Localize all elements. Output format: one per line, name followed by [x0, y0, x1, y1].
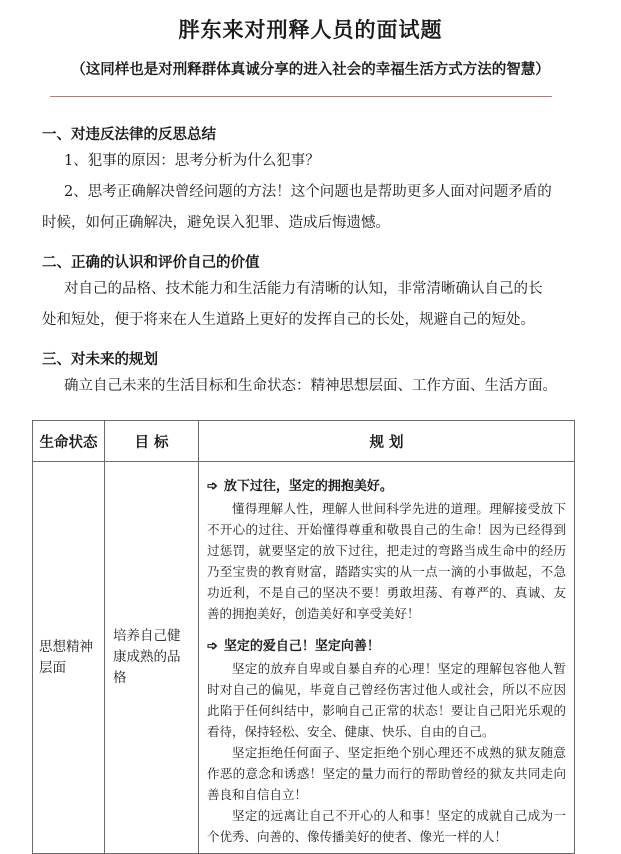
plan-item-paragraph: 懂得理解人性，理解人世间科学先进的道理。理解接受放下不开心的过往、开始懂得尊重和敬畏自己的生命！因为已经得到过惩罚，就要坚定的放下过往，把走过的弯路当成生命中的经历乃至宝贵的教育财富，踏踏实实的从一点一滴的小事做起，不急功近利，不是自己的坚决不要！勇敢坦荡、有尊严的、真诚、友善的拥抱美好，创造美好和享受美好！	[207, 501, 566, 621]
table-row	[33, 462, 575, 854]
section-heading-1: 一、对违反法律的反思总结	[42, 126, 216, 143]
header-life-state: 生命状态	[33, 421, 105, 462]
title-divider	[50, 96, 552, 97]
section-1-para-2-line-1: 2、思考正确解决曾经问题的方法！这个问题也是帮助更多人面对问题矛盾的	[64, 184, 552, 200]
section-3-para-1-line-1: 确立自己未来的生活目标和生命状态：精神思想层面、工作方面、生活方面。	[64, 378, 557, 394]
page-title: 胖东来对刑释人员的面试题	[178, 17, 443, 42]
plan-item-paragraph: 坚定的放弃自卑或自暴自弃的心理！坚定的理解包容他人暂时对自己的偏见，毕竟自己曾经伤害过他人或社会，所以不应因此陷于任何纠结中，影响自己正常的状态！要让自己阳光乐观的看待，保持轻松、安全、健康、快乐、自由的自己。	[207, 661, 566, 739]
header-plan: 规 划	[199, 421, 575, 462]
table-header-row	[33, 421, 575, 462]
section-heading-2: 二、正确的认识和评价自己的价值	[42, 254, 260, 271]
plan-item-paragraph: 坚定的远离让自己不开心的人和事！坚定的成就自己成为一个优秀、向善的、像传播美好的使者、像光一样的人！	[207, 808, 566, 844]
section-heading-3: 三、对未来的规划	[42, 351, 158, 368]
section-1-para-1-line-1: 1、犯事的原因：思考分析为什么犯事？	[64, 153, 320, 169]
plan-item-heading-2	[207, 636, 566, 657]
arrow-right-icon: ➩	[207, 639, 218, 654]
section-2-para-1-line-1: 对自己的品格、技术能力和生活能力有清晰的认知，非常清晰确认自己的长	[64, 281, 543, 297]
page-subtitle: （这同样也是对刑释群体真诚分享的进入社会的幸福生活方式方法的智慧）	[71, 61, 550, 78]
arrow-right-icon: ➩	[207, 479, 218, 494]
section-1-para-2-line-2: 时候，如何正确解决，避免误入犯罪、造成后悔遗憾。	[42, 215, 390, 231]
plan-table	[32, 420, 575, 854]
cell-plan	[199, 462, 575, 854]
cell-state: 思想精神层面	[33, 462, 105, 854]
cell-goal: 培养自己健康成熟的品格	[105, 462, 199, 854]
plan-item-heading-text-2: 坚定的爱自己！坚定向善！	[223, 639, 380, 654]
section-2-para-1-line-2: 处和短处，便于将来在人生道路上更好的发挥自己的长处，规避自己的短处。	[42, 312, 535, 328]
plan-item-paragraph: 坚定拒绝任何面子、坚定拒绝个别心理还不成熟的狱友随意作恶的意念和诱惑！坚定的量力而行的帮助曾经的狱友共同走向善良和自信自立！	[207, 745, 566, 802]
header-goal: 目 标	[105, 421, 199, 462]
plan-item-heading-text-1: 放下过往，坚定的拥抱美好。	[223, 479, 393, 494]
plan-item-heading-1	[207, 476, 566, 497]
